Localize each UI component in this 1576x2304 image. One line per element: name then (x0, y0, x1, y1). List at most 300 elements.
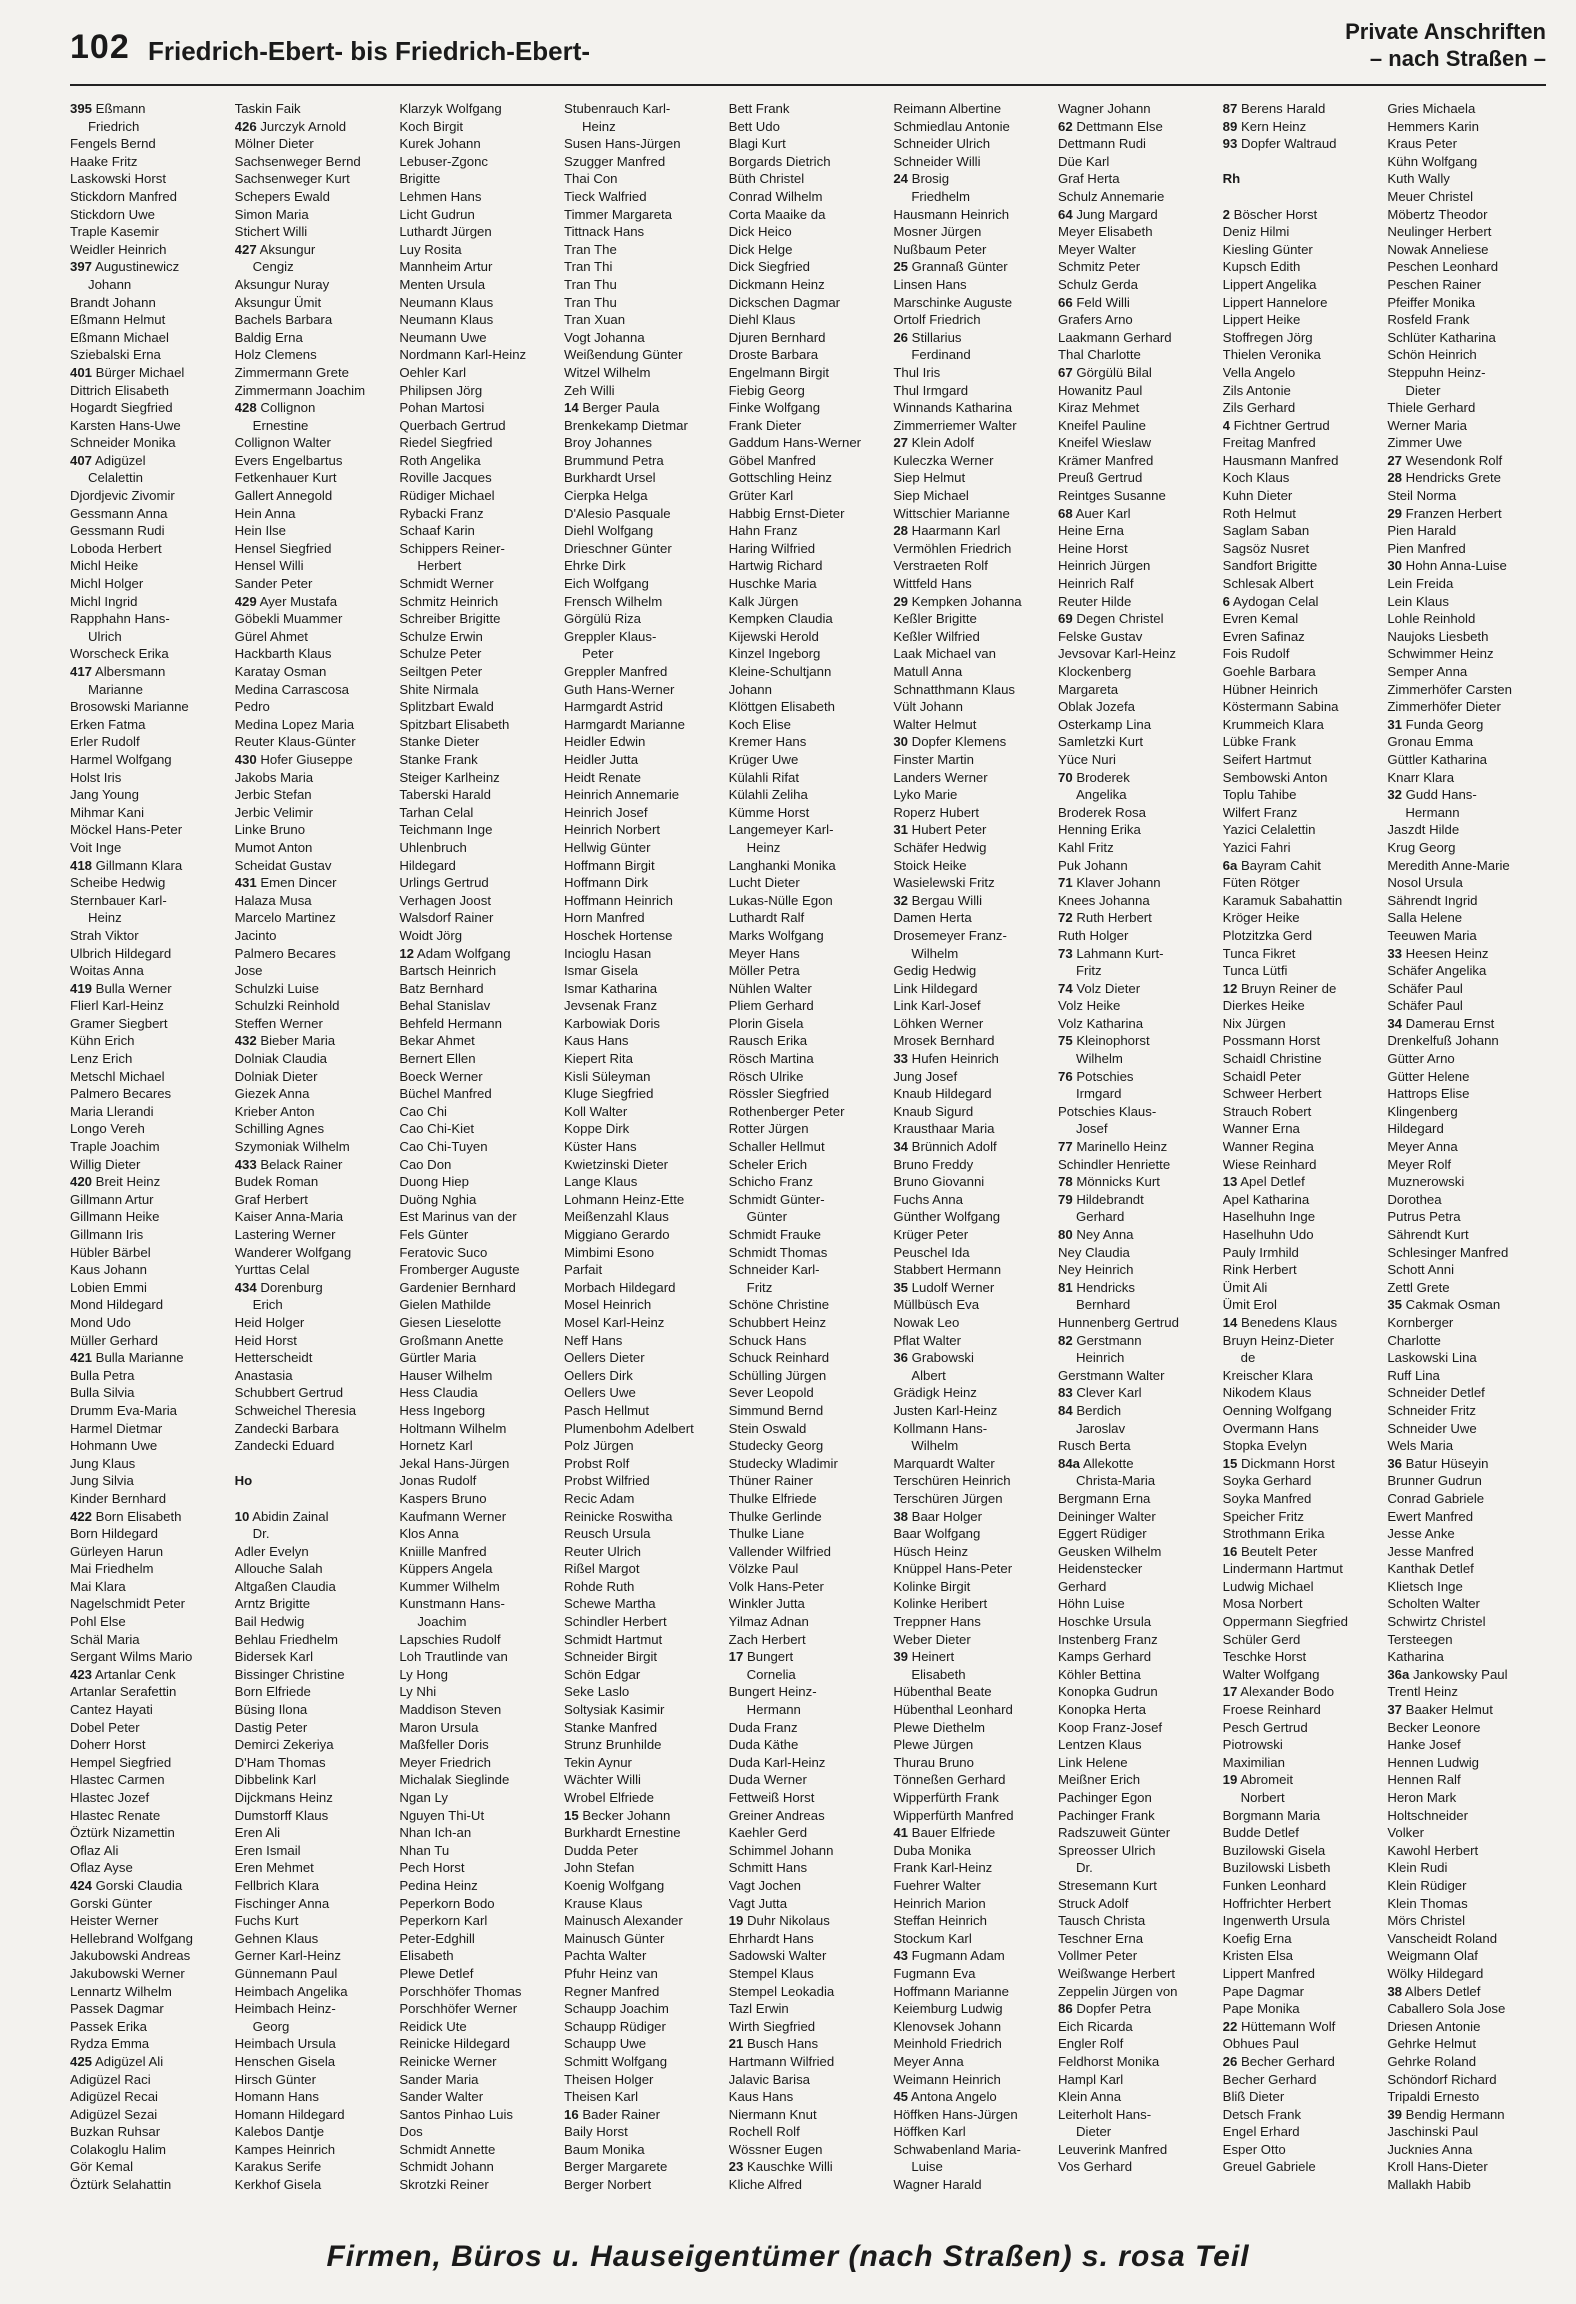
directory-entry: Sever Leopold (728, 1385, 814, 1401)
directory-entry: Kühn Erich (70, 1033, 135, 1049)
directory-entry: Koch Elise (728, 716, 791, 732)
directory-entry: Laskowski Horst (70, 171, 167, 187)
directory-entry: Artanlar Serafettin (70, 1684, 177, 1700)
directory-entry: Hauser Wilhelm (399, 1367, 493, 1383)
directory-entry: 79 Hildebrandt (1058, 1191, 1144, 1207)
directory-entry: 17 Alexander Bodo (1222, 1684, 1335, 1700)
directory-entry: Hattrops Elise (1387, 1086, 1470, 1102)
directory-entry: Jose (234, 963, 263, 979)
directory-entry: Yazici Celalettin (1222, 822, 1316, 838)
directory-entry: 395 Eßmann (70, 101, 146, 116)
directory-entry: Plumenbohm Adelbert (564, 1420, 694, 1436)
directory-entry: Parfait (564, 1262, 603, 1278)
directory-entry: 30 Hohn Anna-Luise (1387, 558, 1507, 574)
directory-entry: Leuverink Manfred (1058, 2141, 1168, 2157)
directory-entry: Schön Edgar (564, 1666, 641, 1682)
directory-entry: Terschüren Jürgen (893, 1490, 1003, 1506)
directory-entry: Funken Leonhard (1222, 1877, 1327, 1893)
directory-entry: Schulzki Reinhold (234, 998, 340, 1014)
directory-entry: Scheidat Gustav (234, 857, 332, 873)
directory-entry: Passek Dagmar (70, 2001, 164, 2017)
directory-entry: Dumstorff Klaus (234, 1807, 329, 1823)
directory-entry: Nikodem Klaus (1222, 1385, 1312, 1401)
directory-entry: Holtschneider (1387, 1807, 1468, 1823)
directory-entry: Haake Fritz (70, 153, 138, 169)
directory-entry: Borgmann Maria (1222, 1807, 1321, 1823)
directory-entry: Schweer Herbert (1222, 1086, 1322, 1102)
directory-entry: Ismar Gisela (564, 963, 639, 979)
directory-entry: Pohan Martosi (399, 400, 485, 416)
directory-entry: 35 Ludolf Werner (893, 1279, 995, 1295)
directory-entry: Büth Christel (728, 171, 805, 187)
directory-entry: Schmitz Heinrich (399, 593, 499, 609)
directory-entry: Luthardt Jürgen (399, 224, 492, 240)
directory-entry: Thulke Gerlinde (728, 1508, 822, 1524)
directory-entry: Winnands Katharina (893, 400, 1013, 416)
directory-entry: Apel Katharina (1222, 1191, 1310, 1207)
directory-entry: Saglam Saban (1222, 523, 1310, 539)
directory-entry: Strothmann Erika (1222, 1526, 1325, 1542)
directory-entry: Semper Anna (1387, 664, 1468, 679)
directory-entry: Maron Ursula (399, 1719, 479, 1735)
directory-entry: Kwietzinski Dieter (564, 1156, 669, 1172)
directory-entry: Cantez Hayati (70, 1702, 153, 1718)
directory-entry: Kaiser Anna-Maria (234, 1209, 344, 1225)
directory-entry: Ewert Manfred (1387, 1508, 1474, 1524)
directory-entry: Vella Angelo (1222, 364, 1296, 380)
directory-entry: Voit Inge (70, 839, 122, 855)
directory-entry: Wirth Siegfried (728, 2018, 816, 2034)
directory-entry: Conrad Gabriele (1387, 1490, 1485, 1506)
directory-entry: Völzke Paul (728, 1561, 799, 1577)
directory-entry: Haring Wilfried (728, 540, 816, 556)
directory-entry: Johann (728, 681, 772, 697)
directory-entry: Roth Angelika (399, 452, 481, 468)
directory-entry: Buzilowski Lisbeth (1222, 1860, 1331, 1876)
directory-entry: Schneider Karl- (728, 1262, 820, 1278)
directory-entry: Urlings Gertrud (399, 875, 489, 891)
directory-entry: Hoschek Hortense (564, 927, 673, 943)
directory-entry: Lippert Angelika (1222, 276, 1317, 292)
directory-entry: Kneifel Wieslaw (1058, 435, 1152, 451)
directory-entry: Pech Horst (399, 1860, 465, 1876)
directory-entry: Grädigk Heinz (893, 1385, 977, 1401)
directory-entry: Reinicke Werner (399, 2053, 497, 2069)
directory-entry: Vült Johann (893, 699, 963, 715)
directory-entry: Speicher Fritz (1222, 1508, 1305, 1524)
directory-entry: Porschhöfer Werner (399, 2001, 518, 2017)
directory-entry: Heimbach Angelika (234, 1983, 348, 1999)
directory-entry: Weimann Heinrich (893, 2071, 1001, 2087)
directory-entry: Schaupp Rüdiger (564, 2018, 666, 2034)
directory-entry: D'Ham Thomas (234, 1754, 326, 1770)
directory-entry: Dettmann Rudi (1058, 136, 1146, 152)
directory-entry: Stubenrauch Karl- (564, 101, 671, 116)
directory-entry: 24 Brosig (893, 171, 950, 187)
directory-entry: Halaza Musa (234, 892, 312, 908)
directory-entry: Norbert (1240, 1790, 1285, 1805)
directory-entry: Heidler Edwin (564, 734, 646, 750)
directory-entry: Doherr Horst (70, 1737, 146, 1753)
directory-entry: Wilhelm (911, 1438, 959, 1454)
directory-entry: Nowak Anneliese (1387, 241, 1489, 257)
directory-entry: 36 Grabowski (893, 1350, 974, 1366)
directory-entry: 67 Görgülü Bilal (1058, 364, 1152, 380)
directory-entry: Stempel Leokadia (728, 1983, 835, 1999)
directory-entry: Duong Hiep (399, 1174, 469, 1190)
directory-entry: Miggiano Gerardo (564, 1227, 670, 1242)
directory-entry: Heid Holger (234, 1314, 305, 1330)
directory-entry: Schmidt Frauke (728, 1227, 822, 1242)
directory-entry: Georg (252, 2018, 290, 2034)
directory-entry: Schaupp Joachim (564, 2001, 669, 2017)
directory-entry: Keßler Brigitte (893, 611, 977, 627)
directory-entry: Kniille Manfred (399, 1543, 487, 1559)
directory-entry: Zils Gerhard (1222, 400, 1296, 416)
directory-entry: Schwabenland Maria- (893, 2141, 1021, 2157)
directory-entry: 33 Hufen Heinrich (893, 1051, 999, 1067)
directory-entry: Köhler Bettina (1058, 1666, 1141, 1682)
directory-entry: Höffken Karl (893, 2124, 966, 2140)
directory-entry: 12 Adam Wolfgang (399, 945, 511, 961)
directory-entry: 45 Antona Angelo (893, 2089, 997, 2105)
directory-entry: Hempel Siegfried (70, 1754, 172, 1770)
directory-entry: Christa-Maria (1076, 1473, 1156, 1489)
directory-entry: Dickschen Dagmar (728, 294, 841, 310)
directory-entry: Günter (746, 1209, 787, 1225)
directory-entry: Öztürk Selahattin (70, 2177, 172, 2193)
directory-entry: Mond Udo (70, 1314, 131, 1330)
directory-entry: Klein Thomas (1387, 1895, 1468, 1911)
directory-entry: Keßler Wilfried (893, 628, 980, 644)
directory-entry: Finster Martin (893, 751, 974, 767)
directory-entry: 431 Emen Dincer (234, 875, 337, 891)
directory-entry: Loh Trautlinde van (399, 1649, 508, 1665)
directory-entry: Berger Margarete (564, 2159, 668, 2175)
directory-entry: Pape Monika (1222, 2001, 1300, 2017)
directory-entry: Dieter (1405, 382, 1441, 398)
directory-entry: Heinz (582, 118, 616, 134)
directory-entry: Oblak Jozefa (1058, 699, 1135, 715)
directory-entry: Yilmaz Adnan (728, 1614, 809, 1630)
directory-entry: Oppermann Siegfried (1222, 1614, 1349, 1630)
directory-entry: 417 Albersmann (70, 664, 166, 679)
directory-entry: Hoffmann Heinrich (564, 892, 673, 908)
directory-entry: Stopka Evelyn (1222, 1438, 1307, 1454)
directory-entry: Baldig Erna (234, 329, 303, 345)
directory-entry: Kümme Horst (728, 804, 810, 820)
directory-entry: Salla Helene (1387, 910, 1463, 926)
directory-entry: Kliche Alfred (728, 2177, 802, 2193)
directory-entry: Verstraeten Rolf (893, 558, 988, 574)
directory-entry: Probst Wilfried (564, 1473, 650, 1489)
directory-entry: Hildegard (1387, 1121, 1444, 1137)
directory-entry: Fuchs Kurt (234, 1913, 299, 1929)
directory-entry: Schaller Hellmut (728, 1139, 825, 1155)
directory-entry: Jonas Rudolf (399, 1473, 477, 1489)
directory-entry: Knarr Klara (1387, 769, 1455, 785)
directory-entry: Tausch Christa (1058, 1913, 1146, 1929)
directory-entry: Diehl Klaus (728, 312, 796, 328)
directory-entry: 432 Bieber Maria (234, 1033, 336, 1049)
directory-entry: Pape Dagmar (1222, 1983, 1305, 1999)
directory-entry: Schulze Erwin (399, 628, 483, 644)
directory-entry: Longo Vereh (70, 1121, 145, 1137)
directory-entry: Burkhardt Ursel (564, 470, 656, 486)
directory-entry: Baar Wolfgang (893, 1526, 981, 1542)
directory-entry: Hein Anna (234, 505, 296, 521)
directory-entry: Hess Ingeborg (399, 1402, 486, 1418)
directory-entry: Szymoniak Wilhelm (234, 1139, 350, 1155)
directory-entry: Demirci Zekeriya (234, 1737, 334, 1753)
directory-entry: Kaspers Bruno (399, 1490, 487, 1506)
directory-entry: Wilhelm (911, 945, 959, 961)
directory-entry: Kremer Hans (728, 734, 807, 750)
directory-entry: Lenz Erich (70, 1051, 133, 1067)
directory-entry: Passek Erika (70, 2018, 147, 2034)
directory-entry: Jang Young (70, 787, 139, 803)
directory-entry: Vermöhlen Friedrich (893, 540, 1012, 556)
directory-entry: Maximilian (1222, 1754, 1285, 1770)
directory-entry: Hennen Ralf (1387, 1772, 1461, 1788)
directory-entry: Peter-Edghill (399, 1930, 475, 1946)
directory-entry: Konopka Gudrun (1058, 1684, 1158, 1700)
directory-entry: Feldhorst Monika (1058, 2053, 1160, 2069)
directory-entry: 19 Duhr Nikolaus (728, 1913, 830, 1929)
directory-entry: Teschke Horst (1222, 1649, 1307, 1665)
directory-entry: Koch Klaus (1222, 470, 1290, 486)
directory-entry: Weißwange Herbert (1058, 1965, 1176, 1981)
directory-entry: Santos Pinhao Luis (399, 2106, 513, 2122)
directory-entry: 419 Bulla Werner (70, 980, 172, 996)
directory-entry: Jung Silvia (70, 1473, 134, 1489)
directory-entry: Gillmann Artur (70, 1191, 154, 1207)
directory-entry: Gerhard (1058, 1578, 1107, 1594)
directory-entry: Kunstmann Hans- (399, 1596, 505, 1612)
directory-entry: Link Karl-Josef (893, 998, 981, 1014)
directory-entry: Steil Norma (1387, 488, 1457, 504)
directory-entry: Mrosek Bernhard (893, 1033, 995, 1049)
directory-entry: 34 Brünnich Adolf (893, 1139, 997, 1155)
directory-entry: Giesen Lieselotte (399, 1314, 502, 1330)
directory-entry: Thüner Rainer (728, 1473, 813, 1489)
directory-entry: Incioglu Hasan (564, 945, 652, 961)
directory-entry: Wanderer Wolfgang (234, 1244, 352, 1260)
directory-entry: Gallert Annegold (234, 488, 333, 504)
directory-entry: Bernert Ellen (399, 1051, 476, 1067)
directory-entry: Heinrich (1076, 1350, 1125, 1366)
directory-entry: Schäfer Paul (1387, 998, 1463, 1014)
directory-entry: 428 Collignon (234, 400, 316, 416)
directory-entry: Regner Manfred (564, 1983, 660, 1999)
directory-entry: Mond Hildegard (70, 1297, 164, 1313)
directory-entry: Cornelia (746, 1666, 796, 1682)
directory-entry (1223, 153, 1382, 171)
directory-entry: Müllbüsch Eva (893, 1297, 980, 1313)
directory-entry: Thul Iris (893, 364, 941, 380)
directory-entry: Mannheim Artur (399, 259, 493, 275)
directory-entry: Behlau Friedhelm (234, 1631, 339, 1647)
directory-entry: Gronau Emma (1387, 734, 1474, 750)
directory-entry: Gessmann Anna (70, 505, 168, 521)
directory-entry (235, 1455, 394, 1473)
directory-entry: Mimbimi Esono (564, 1244, 655, 1260)
directory-entry: Kalk Jürgen (728, 593, 799, 609)
directory-entry: Tripaldi Ernesto (1387, 2089, 1480, 2105)
directory-entry: Burkhardt Ernestine (564, 1825, 681, 1841)
directory-entry: Düe Karl (1058, 153, 1110, 169)
directory-entry: Gürtler Maria (399, 1350, 477, 1366)
directory-entry: Hübler Bärbel (70, 1244, 151, 1260)
directory-entry: 16 Beutelt Peter (1222, 1543, 1318, 1559)
directory-entry: Schuck Reinhard (728, 1350, 830, 1366)
directory-column (1223, 100, 1382, 2220)
directory-entry: Trentl Heinz (1387, 1684, 1458, 1700)
directory-entry: Jevsenak Franz (564, 998, 658, 1014)
directory-entry: Stresemann Kurt (1058, 1877, 1157, 1893)
directory-entry: Walter Helmut (893, 716, 977, 732)
directory-entry: Küster Hans (564, 1139, 637, 1155)
directory-entry: Frensch Wilhelm (564, 593, 663, 609)
directory-entry: Schilling Agnes (234, 1121, 325, 1137)
directory-entry: Mumot Anton (234, 839, 313, 855)
directory-entry: 6 Aydogan Celal (1222, 593, 1319, 609)
directory-entry: Dudda Peter (564, 1842, 639, 1858)
directory-entry: de (1240, 1350, 1256, 1366)
directory-entry: Lapschies Rudolf (399, 1631, 501, 1647)
directory-entry: Bergmann Erna (1058, 1490, 1151, 1506)
directory-entry: Koch Birgit (399, 118, 464, 134)
directory-entry: Schaaf Karin (399, 523, 475, 539)
directory-entry: Felske Gustav (1058, 628, 1143, 644)
directory-entry: Studecky Wladimir (728, 1455, 838, 1471)
directory-entry: Peschen Leonhard (1387, 259, 1499, 275)
directory-entry: Schweichel Theresia (234, 1402, 357, 1418)
directory-entry: Rössler Siegfried (728, 1086, 830, 1102)
directory-entry: Lucht Dieter (728, 875, 800, 891)
directory-entry: Sachsenweger Kurt (234, 171, 350, 187)
directory-entry: Volker (1387, 1825, 1424, 1841)
directory-entry: Oflaz Ali (70, 1842, 119, 1858)
directory-entry: Meinhold Friedrich (893, 2036, 1002, 2052)
directory-entry: Finke Wolfgang (728, 400, 821, 416)
directory-entry: Schlesinger Manfred (1387, 1244, 1509, 1260)
footer-note: Firmen, Büros u. Hauseigentümer (nach Straßen) s. rosa Teil (326, 2240, 1250, 2273)
directory-entry: Broderek Rosa (1058, 804, 1146, 820)
directory-entry: 76 Potschies (1058, 1068, 1134, 1084)
directory-entry: Osterkamp Lina (1058, 716, 1152, 732)
directory-entry: Büchel Manfred (399, 1086, 492, 1102)
directory-entry: Detsch Frank (1222, 2106, 1302, 2122)
directory-entry: Lein Klaus (1387, 593, 1449, 609)
directory-entry: Geusken Wilhelm (1058, 1543, 1162, 1559)
directory-entry: Plotzitzka Gerd (1222, 927, 1313, 943)
directory-entry: 13 Apel Detlef (1222, 1174, 1305, 1190)
directory-entry: Arntz Brigitte (234, 1596, 311, 1612)
directory-entry: Harmgardt Astrid (564, 699, 663, 715)
directory-entry: Evers Engelbartus (234, 452, 343, 468)
directory-entry: Colakoglu Halim (70, 2141, 167, 2157)
directory-entry: Schmitt Hans (728, 1860, 808, 1876)
directory-entry: Borgards Dietrich (728, 153, 831, 169)
directory-entry: Zimmerhöfer Carsten (1387, 681, 1512, 697)
directory-entry: Koppe Dirk (564, 1121, 630, 1137)
directory-entry: Greppler Klaus- (564, 628, 657, 644)
directory-entry: Neumann Klaus (399, 294, 494, 310)
directory-entry: Siep Helmut (893, 470, 966, 486)
directory-entry: Soltysiak Kasimir (564, 1702, 665, 1718)
page-number: 102 (70, 28, 130, 66)
directory-entry: Terschüren Heinrich (893, 1473, 1011, 1489)
directory-entry: Splitzbart Ewald (399, 699, 494, 715)
directory-entry: Volz Heike (1058, 998, 1121, 1014)
directory-entry: Toplu Tahibe (1222, 787, 1297, 803)
directory-entry: Schneider Willi (893, 153, 981, 169)
directory-entry: Altgaßen Claudia (234, 1578, 336, 1594)
directory-entry: 418 Gillmann Klara (70, 857, 183, 873)
directory-entry: Jucknies Anna (1387, 2141, 1473, 2157)
directory-entry: Polz Jürgen (564, 1438, 634, 1454)
directory-entry: Tran Thu (564, 294, 617, 310)
directory-entry: Zettl Grete (1387, 1279, 1450, 1295)
directory-entry: Kerkhof Gisela (234, 2177, 322, 2193)
directory-entry: Mosel Heinrich (564, 1297, 652, 1313)
directory-entry: Mallakh Habib (1387, 2177, 1471, 2193)
directory-entry: Broy Johannes (564, 435, 652, 451)
directory-entry: Stickdorn Manfred (70, 188, 178, 204)
directory-entry: Budek Roman (234, 1174, 319, 1190)
directory-entry: Marianne (88, 681, 143, 697)
directory-entry: Ruff Lina (1387, 1367, 1440, 1383)
directory-entry: Jaschinski Paul (1387, 2124, 1479, 2140)
directory-entry: 407 Adigüzel (70, 452, 146, 468)
directory-entry: Bernhard (1076, 1297, 1131, 1313)
directory-entry: Ingenwerth Ursula (1222, 1913, 1330, 1929)
directory-entry: Pachinger Egon (1058, 1790, 1152, 1805)
directory-entry: Gramer Siegbert (70, 1015, 168, 1031)
directory-entry: Pedro (234, 699, 270, 715)
directory-entry: Ulrich (88, 628, 122, 644)
directory-entry: Holst Iris (70, 769, 122, 785)
directory-entry: 39 Heinert (893, 1649, 955, 1665)
directory-entry: Michl Ingrid (70, 593, 138, 609)
directory-entry: Schewe Martha (564, 1596, 656, 1612)
directory-entry: Heinz (88, 910, 122, 926)
directory-entry: Zils Antonie (1222, 382, 1291, 398)
directory-entry: Ümit Ali (1222, 1279, 1268, 1295)
directory-entry: Pauly Irmhild (1222, 1244, 1299, 1260)
directory-entry: 424 Gorski Claudia (70, 1877, 183, 1893)
directory-entry: Hogardt Siegfried (70, 400, 173, 416)
directory-entry: 84a Allekotte (1058, 1455, 1134, 1471)
directory-entry: Heister Werner (70, 1913, 159, 1929)
directory-entry: Djordjevic Zivomir (70, 488, 175, 504)
directory-entry: 23 Kauschke Willi (728, 2159, 833, 2175)
directory-entry: Soyka Manfred (1222, 1490, 1312, 1506)
directory-entry: Reinicke Hildegard (399, 2036, 511, 2052)
directory-entry: Güttler Katharina (1387, 751, 1488, 767)
directory-entry: Kaus Johann (70, 1262, 147, 1278)
directory-entry: Pfuhr Heinz van (564, 1965, 658, 1981)
directory-entry: Thurau Bruno (893, 1754, 974, 1770)
directory-entry: Laakmann Gerhard (1058, 329, 1172, 345)
directory-entry: Kröger Heike (1222, 910, 1300, 926)
directory-entry: 397 Augustinewicz (70, 259, 180, 275)
directory-entry: Traple Kasemir (70, 224, 159, 240)
directory-entry: Rh (1222, 171, 1241, 187)
directory-entry: 86 Dopfer Petra (1058, 2001, 1152, 2017)
directory-entry: Gaddum Hans-Werner (728, 435, 862, 451)
